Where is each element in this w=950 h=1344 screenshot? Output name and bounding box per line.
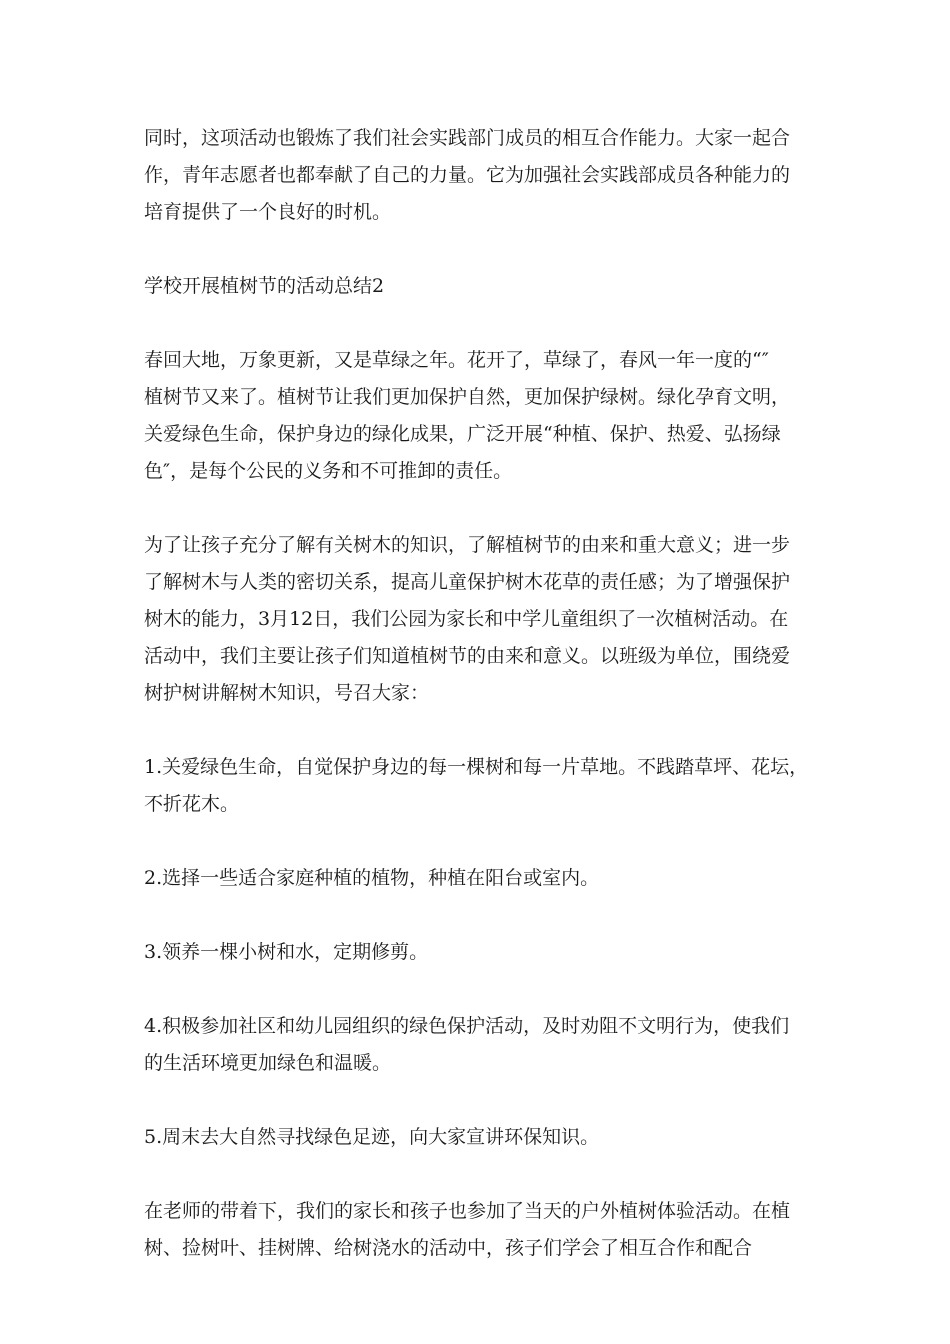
text-line: 5.周末去大自然寻找绿色足迹，向大家宣讲环保知识。 — [144, 1126, 600, 1148]
text-line: 在老师的带着下，我们的家长和孩子也参加了当天的户外植树体验活动。在植 — [144, 1200, 791, 1222]
text-line: 同时，这项活动也锻炼了我们社会实践部门成员的相互合作能力。大家一起合 — [144, 127, 791, 149]
text-line: 了解树木与人类的密切关系，提高儿童保护树木花草的责任感；为了增强保护 — [144, 571, 791, 593]
text-line: 培育提供了一个良好的时机。 — [144, 201, 392, 223]
text-line: 不折花木。 — [144, 793, 240, 815]
list-item-4 — [144, 1008, 814, 1082]
paragraph-10 — [144, 1193, 814, 1267]
text-line: 4.积极参加社区和幼儿园组织的绿色保护活动，及时劝阻不文明行为，使我们 — [144, 1015, 790, 1037]
text-line: 作，青年志愿者也都奉献了自己的力量。它为加强社会实践部成员各种能力的 — [144, 164, 791, 186]
paragraph-1 — [144, 120, 814, 231]
section-heading — [144, 268, 814, 305]
paragraph-3 — [144, 342, 814, 490]
list-item-1 — [144, 749, 814, 823]
list-item-2 — [144, 860, 814, 897]
list-item-3 — [144, 934, 814, 971]
paragraph-4 — [144, 527, 814, 712]
list-item-5 — [144, 1119, 814, 1156]
text-line: 2.选择一些适合家庭种植的植物，种植在阳台或室内。 — [144, 867, 600, 889]
text-line: 为了让孩子充分了解有关树木的知识，了解植树节的由来和重大意义；进一步 — [144, 534, 791, 556]
text-line: 的生活环境更加绿色和温暖。 — [144, 1052, 392, 1074]
text-line: 树木的能力，3月12日，我们公园为家长和中学儿童组织了一次植树活动。在 — [144, 608, 789, 630]
text-line: 植树节又来了。植树节让我们更加保护自然，更加保护绿树。绿化孕育文明， — [144, 386, 791, 408]
text-line: 树护树讲解树木知识，号召大家： — [144, 682, 430, 704]
text-line: 色″，是每个公民的义务和不可推卸的责任。 — [144, 460, 513, 482]
text-line: 关爱绿色生命，保护身边的绿化成果，广泛开展“种植、保护、热爱、弘扬绿 — [144, 423, 781, 445]
text-line: 树、捡树叶、挂树牌、给树浇水的活动中，孩子们学会了相互合作和配合 — [144, 1237, 753, 1259]
document-body — [144, 120, 814, 1304]
text-line: 春回大地，万象更新，又是草绿之年。花开了，草绿了，春风一年一度的“″ — [144, 349, 769, 371]
heading-line: 学校开展植树节的活动总结2 — [144, 275, 385, 297]
text-line: 3.领养一棵小树和水，定期修剪。 — [144, 941, 429, 963]
text-line: 1.关爱绿色生命，自觉保护身边的每一棵树和每一片草地。不践踏草坪、花坛， — [144, 756, 809, 778]
text-line: 活动中，我们主要让孩子们知道植树节的由来和意义。以班级为单位，围绕爱 — [144, 645, 791, 667]
